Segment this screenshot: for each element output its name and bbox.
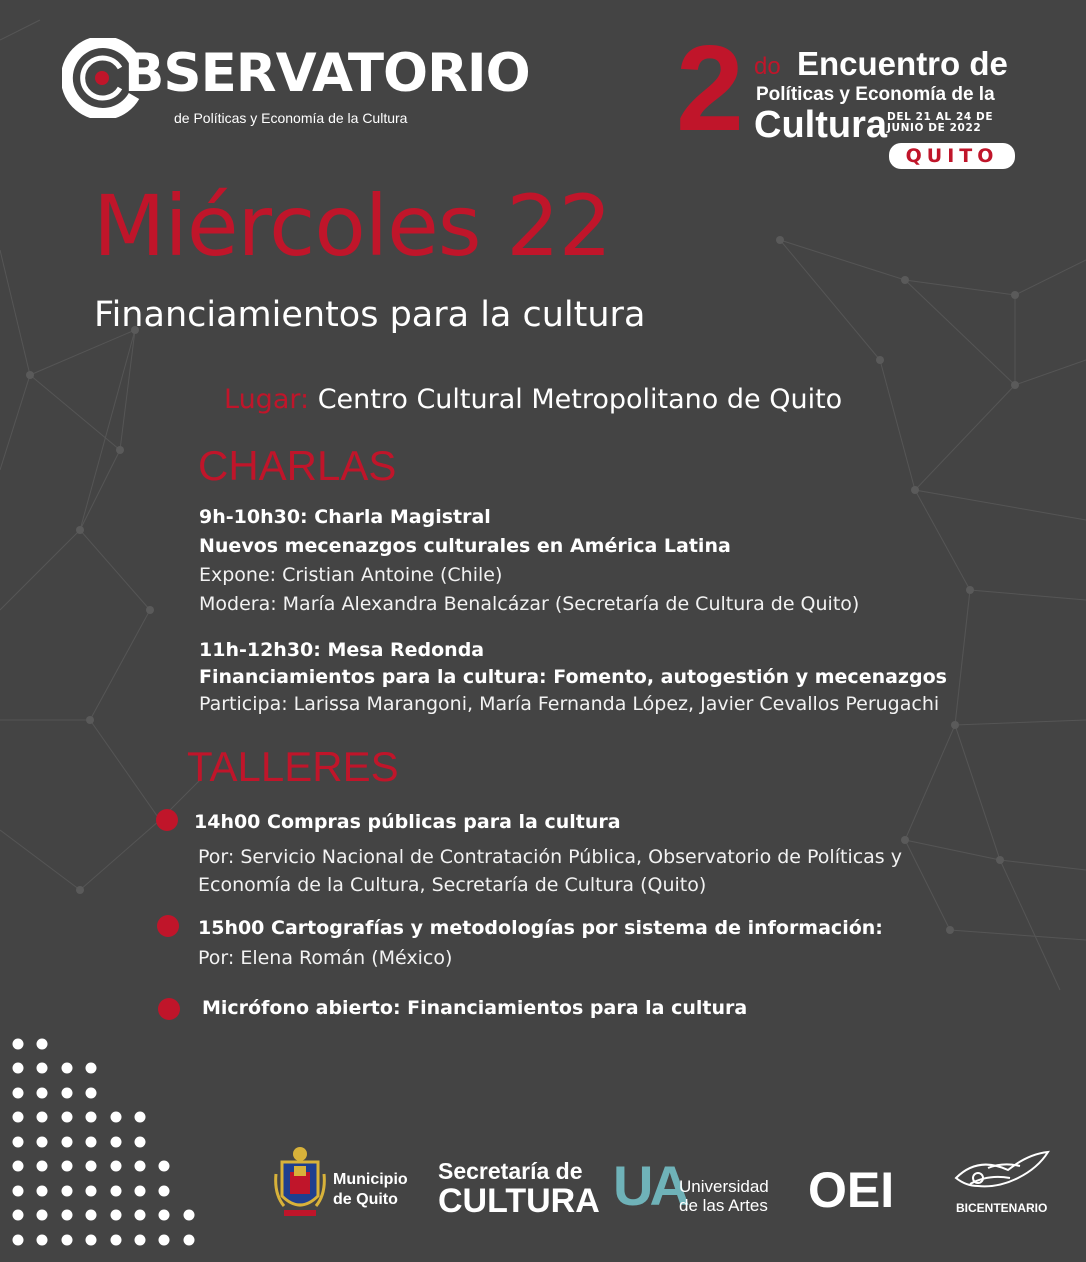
taller-3-title: Micrófono abierto: Financiamientos para la cultura: [202, 997, 748, 1019]
event-dates: [887, 112, 1019, 134]
charla-2-time-title: 11h-12h30: Mesa Redonda: [199, 639, 485, 661]
bicentenario-emblem-icon: [948, 1148, 1054, 1202]
municipio-line1: Municipio: [333, 1171, 408, 1188]
event-city-badge: QUITO: [889, 143, 1015, 169]
taller-1-detail-line1: Por: Servicio Nacional de Contratación Pública, Observatorio de Políticas y: [198, 846, 902, 868]
talleres-heading: TALLERES: [187, 743, 399, 790]
day-title: Miércoles 22: [93, 177, 612, 275]
charla-2-subtitle: Financiamientos para la cultura: Fomento, autogestión y mecenazgos: [199, 666, 947, 688]
charla-1-subtitle: Nuevos mecenazgos culturales en América Latina: [199, 535, 731, 557]
venue-label: Lugar:: [224, 384, 310, 415]
event-edition-suffix: do: [754, 53, 781, 80]
oei-logo: OEI: [808, 1162, 895, 1218]
charla-1-speaker: Expone: Cristian Antoine (Chile): [199, 564, 503, 586]
bullet-icon: [157, 915, 179, 937]
secretaria-line2: CULTURA: [438, 1182, 600, 1220]
topic-title: Financiamientos para la cultura: [94, 295, 646, 335]
event-dates-line1: DEL 21 AL 24 DE: [887, 111, 994, 123]
charla-2-participants: Participa: Larissa Marangoni, María Fernanda López, Javier Cevallos Perugachi: [199, 693, 940, 715]
taller-2-title: 15h00 Cartografías y metodologías por sistema de información:: [198, 917, 883, 939]
venue-value: Centro Cultural Metropolitano de Quito: [317, 384, 843, 415]
municipio-quito-crest-icon: [274, 1144, 326, 1222]
uartes-line1: Universidad: [679, 1177, 769, 1196]
decorative-dot-pattern: [0, 1030, 220, 1262]
bullet-icon: [158, 998, 180, 1020]
secretaria-cultura-logo: [438, 1158, 600, 1218]
uartes-mark-icon: UA: [613, 1154, 686, 1217]
municipio-quito-logo-text: [333, 1170, 408, 1210]
charlas-heading: CHARLAS: [198, 442, 397, 489]
uartes-logo-text: [679, 1177, 769, 1215]
taller-1-title: 14h00 Compras públicas para la cultura: [194, 811, 621, 833]
event-edition-number: 2: [676, 20, 744, 156]
charla-1-moderator: Modera: María Alexandra Benalcázar (Secretaría de Cultura de Quito): [199, 593, 860, 615]
logo-wordmark: BSERVATORIO: [124, 43, 530, 104]
event-dates-line2: JUNIO DE 2022: [887, 122, 982, 134]
charla-1-time-title: 9h-10h30: Charla Magistral: [199, 506, 491, 528]
uartes-line2: de las Artes: [679, 1196, 768, 1215]
municipio-line2: de Quito: [333, 1191, 398, 1208]
venue-line: [224, 382, 842, 418]
taller-2-detail: Por: Elena Román (México): [198, 947, 453, 969]
secretaria-line1: Secretaría de: [438, 1158, 583, 1184]
event-title-line1: Encuentro de: [797, 45, 1008, 82]
taller-1-detail-line2: Economía de la Cultura, Secretaría de Cultura (Quito): [198, 874, 707, 896]
event-title-line2: Políticas y Economía de la: [756, 84, 995, 105]
bullet-icon: [156, 809, 178, 831]
bicentenario-logo-text: BICENTENARIO: [956, 1201, 1048, 1215]
logo-subtitle: de Políticas y Economía de la Cultura: [174, 110, 408, 126]
event-title-line3: Cultura: [754, 104, 887, 146]
